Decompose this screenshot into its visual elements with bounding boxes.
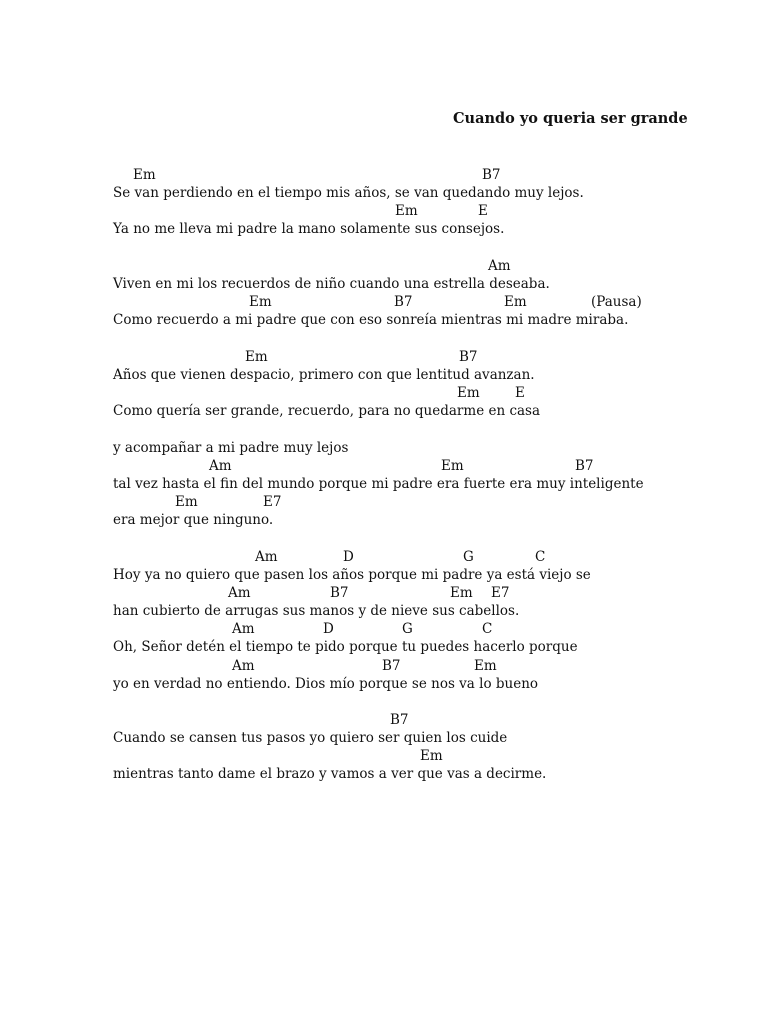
chord: B7 [390,712,409,728]
chord: E7 [491,585,510,601]
chord: Em [450,585,473,601]
chord: Em [474,658,497,674]
lyric-line: yo en verdad no entiendo. Dios mío porque se nos va lo bueno [113,676,539,692]
chord: Em [175,494,198,510]
chord: B7 [482,167,501,183]
chord: C [482,621,493,637]
lyric-line: y acompañar a mi padre muy lejos [113,440,349,456]
lyric-line: tal vez hasta el fin del mundo porque mi padre era fuerte era muy inteligente [113,476,644,492]
lyric-line: Cuando se cansen tus pasos yo quiero ser quien los cuide [113,730,508,746]
lyric-line: mientras tanto dame el brazo y vamos a ver que vas a decirme. [113,766,547,782]
chord: Am [232,658,255,674]
lyric-line: Viven en mi los recuerdos de niño cuando una estrella deseaba. [113,276,550,292]
lyric-line: Hoy ya no quiero que pasen los años porque mi padre ya está viejo se [113,567,591,583]
chord: E7 [263,494,282,510]
lyric-line: Años que vienen despacio, primero con que lentitud avanzan. [113,367,535,383]
lyric-line: Como quería ser grande, recuerdo, para no quedarme en casa [113,403,541,419]
chord: D [343,549,354,565]
lyric-line: han cubierto de arrugas sus manos y de nieve sus cabellos. [113,603,520,619]
chord: Em [245,349,268,365]
chord: B7 [330,585,349,601]
chord: Em [395,203,418,219]
lyric-line: Ya no me lleva mi padre la mano solamente sus consejos. [113,221,505,237]
chord: Em [441,458,464,474]
lyric-line: Como recuerdo a mi padre que con eso sonreía mientras mi madre miraba. [113,312,629,328]
chord: Em [457,385,480,401]
chord: C [535,549,546,565]
chord: Am [228,585,251,601]
chord: Em [133,167,156,183]
chord: B7 [575,458,594,474]
chord: Em [249,294,272,310]
chord: Am [488,258,511,274]
lyric-line: Oh, Señor detén el tiempo te pido porque tu puedes hacerlo porque [113,639,578,655]
chord: B7 [459,349,478,365]
chord: Am [232,621,255,637]
chord: G [463,549,474,565]
chord: Am [255,549,278,565]
chord: B7 [382,658,401,674]
chord: D [323,621,334,637]
chord: Em [420,748,443,764]
chord: B7 [394,294,413,310]
chord: E [478,203,488,219]
lyric-line: Se van perdiendo en el tiempo mis años, se van quedando muy lejos. [113,185,584,201]
song-title: Cuando yo queria ser grande [453,110,688,127]
chord: (Pausa) [591,294,642,310]
chord: E [515,385,525,401]
chord: Am [209,458,232,474]
lyric-line: era mejor que ninguno. [113,512,274,528]
chord: Em [504,294,527,310]
chord: G [402,621,413,637]
